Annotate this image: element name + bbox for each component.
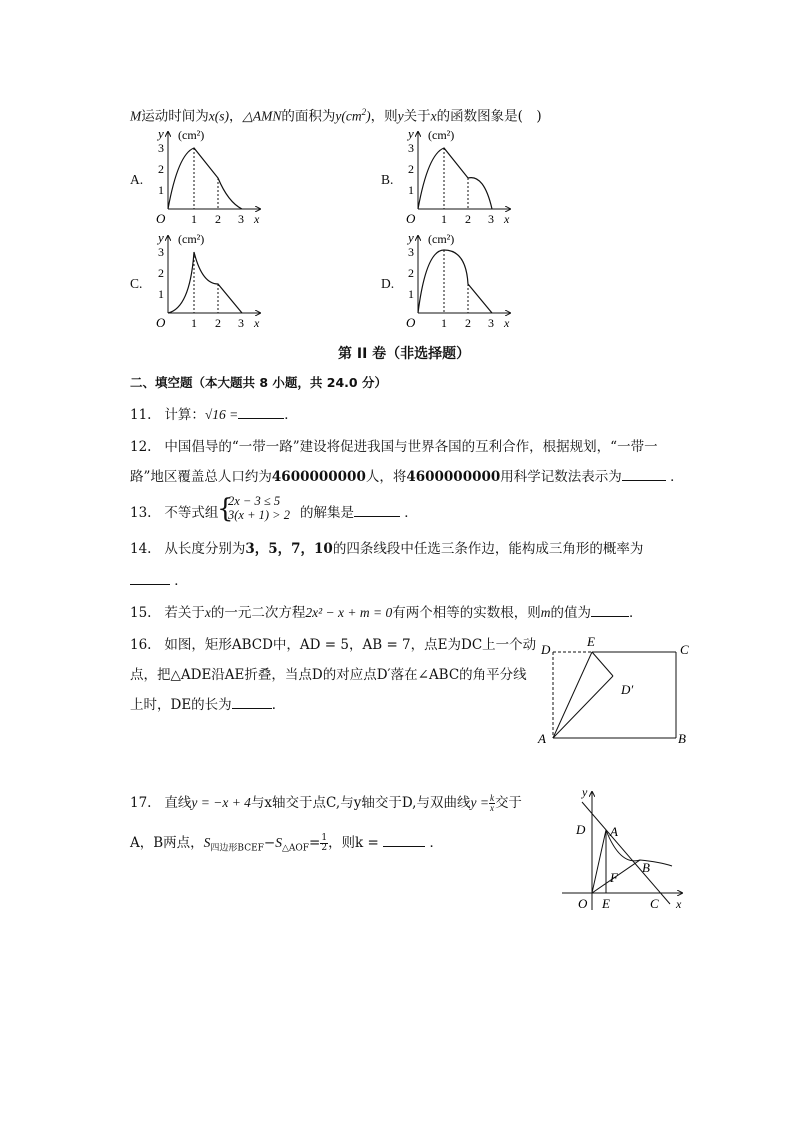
segment-oa — [592, 830, 606, 893]
label-b: B — [642, 860, 650, 875]
label-o: O — [578, 896, 588, 911]
q14-line1: 14. 从长度分别为3，5，7，10的四条线段中任选三条作边，能构成三角形的概率为 — [130, 541, 644, 557]
label-d: D — [541, 642, 551, 657]
x-axis-label: x — [254, 212, 260, 224]
option-a-label[interactable]: A. — [130, 172, 144, 187]
option-b-label[interactable]: B. — [381, 172, 394, 187]
option-d-label[interactable]: D. — [381, 276, 395, 291]
curve-a — [168, 148, 242, 209]
origin-label: O — [406, 211, 416, 224]
y-tick-3: 3 — [158, 141, 164, 155]
segment-ae — [553, 652, 592, 738]
q17-figure — [560, 786, 700, 916]
y-tick-2: 2 — [408, 162, 414, 176]
label-y: y — [582, 786, 588, 799]
label-e: E — [587, 636, 595, 649]
q16-figure — [535, 636, 700, 750]
curve-b — [418, 148, 492, 209]
answer-blank[interactable] — [383, 834, 425, 847]
segment-ad-prime — [553, 676, 613, 738]
q14-line2: ． — [130, 572, 188, 590]
y-tick-1: 1 — [158, 183, 164, 197]
graph-option-a — [148, 124, 278, 224]
x-tick-2: 2 — [215, 212, 221, 224]
q13-ineq1: 2x − 3 ≤ 5 — [228, 494, 281, 508]
y-axis-label: y — [408, 126, 414, 141]
q12-line1: 12. 中国倡导的“一带一路”建设将促进我国与世界各国的互利合作，根据规划，“一带一 — [130, 439, 658, 455]
x-tick-1: 1 — [441, 316, 447, 328]
origin-label: O — [156, 315, 166, 328]
q15: 15. 若关于x的一元二次方程2x² − x + m = 0有两个相等的实数根，则m的值为 ． — [130, 605, 643, 621]
y-tick-2: 2 — [158, 162, 164, 176]
q13: 13. 不等式组 — [130, 505, 219, 521]
x-tick-2: 2 — [465, 212, 471, 224]
part2-title: 第 II 卷（非选择题） — [338, 346, 471, 362]
unit-label: (cm²) — [178, 128, 205, 142]
y-tick-1: 1 — [158, 287, 164, 301]
q13-brace: { — [217, 494, 234, 524]
q12-line2: 路”地区覆盖总人口约为4600000000人，将4600000000用科学记数法表示为 ． — [130, 469, 684, 485]
y-tick-2: 2 — [158, 266, 164, 280]
x-tick-2: 2 — [215, 316, 221, 328]
answer-blank[interactable] — [232, 696, 272, 709]
q16-line3: 上时，DE的长为 ． — [130, 697, 286, 713]
answer-blank[interactable] — [591, 604, 629, 617]
origin-label: O — [156, 211, 166, 224]
label-d-prime: D′ — [621, 682, 634, 697]
y-axis-label: y — [158, 230, 164, 245]
label-e: E — [602, 896, 610, 911]
q13-tail: 的解集是 ． — [300, 505, 418, 521]
label-d: D — [576, 822, 586, 837]
graph-option-c — [148, 228, 278, 328]
q11: 11. 计算：√16 = ． — [130, 407, 298, 423]
x-axis-label: x — [504, 212, 510, 224]
unit-label: (cm²) — [428, 128, 455, 142]
option-c-label[interactable]: C. — [130, 276, 143, 291]
q10-stem: M运动时间为x(s)，△AMN的面积为$y(cm^2)$，则y关于x的函数图象是( ) — [130, 107, 542, 125]
label-c: C — [680, 642, 689, 657]
section2-title: 二、填空题（本大题共 8 小题，共 24.0 分） — [130, 375, 387, 390]
label-x: x — [676, 897, 682, 911]
x-tick-3: 3 — [488, 316, 494, 328]
graph-option-d — [398, 228, 528, 328]
curve-c — [168, 252, 242, 313]
x-axis-label: x — [254, 316, 260, 328]
y-axis-label: y — [158, 126, 164, 141]
segment-ed-prime — [592, 652, 613, 676]
label-b: B — [678, 731, 686, 746]
x-tick-1: 1 — [191, 212, 197, 224]
x-tick-3: 3 — [488, 212, 494, 224]
y-tick-3: 3 — [158, 245, 164, 259]
answer-blank[interactable] — [238, 406, 284, 419]
y-tick-3: 3 — [408, 141, 414, 155]
label-f: F — [610, 870, 618, 885]
line-dc — [582, 802, 670, 904]
q17-line2: A，B两点，$S_{四边形BCEF}-S_{\triangle AOF}=$ $\frac{1}{2}$ ，则k = ． — [130, 833, 443, 854]
k-over-x: $\frac{k}{x}$ — [489, 793, 494, 813]
q16-line1: 16. 如图，矩形ABCD中，AD = 5，AB = 7，点E为DC上一个动 — [130, 637, 537, 653]
unit-label: (cm²) — [428, 232, 455, 246]
y-tick-3: 3 — [408, 245, 414, 259]
y-axis-label: y — [408, 230, 414, 245]
y-tick-1: 1 — [408, 287, 414, 301]
origin-label: O — [406, 315, 416, 328]
q10-var-m: M — [130, 108, 142, 124]
q16-line2: 点，把△ADE沿AE折叠，当点D的对应点D′落在∠ABC的角平分线 — [130, 667, 527, 683]
answer-blank[interactable] — [354, 504, 400, 517]
x-tick-1: 1 — [191, 316, 197, 328]
q17-line1: 17. 直线y = −x + 4与x轴交于点C,与y轴交于D,与双曲线y = $\frac{k}{x}$ 交于 — [130, 793, 522, 813]
answer-blank[interactable] — [622, 468, 666, 481]
y-tick-1: 1 — [408, 183, 414, 197]
x-tick-2: 2 — [465, 316, 471, 328]
curve-d — [418, 250, 492, 313]
label-a: A — [610, 824, 618, 839]
x-tick-3: 3 — [238, 212, 244, 224]
x-axis-label: x — [504, 316, 510, 328]
unit-label: (cm²) — [178, 232, 205, 246]
label-c: C — [650, 896, 659, 911]
q13-ineq2: 3(x + 1) > 2 — [228, 508, 290, 522]
label-a: A — [538, 731, 546, 746]
x-tick-3: 3 — [238, 316, 244, 328]
x-tick-1: 1 — [441, 212, 447, 224]
one-half: $\frac{1}{2}$ — [321, 833, 328, 853]
answer-blank[interactable] — [130, 572, 170, 585]
graph-option-b — [398, 124, 528, 224]
y-tick-2: 2 — [408, 266, 414, 280]
